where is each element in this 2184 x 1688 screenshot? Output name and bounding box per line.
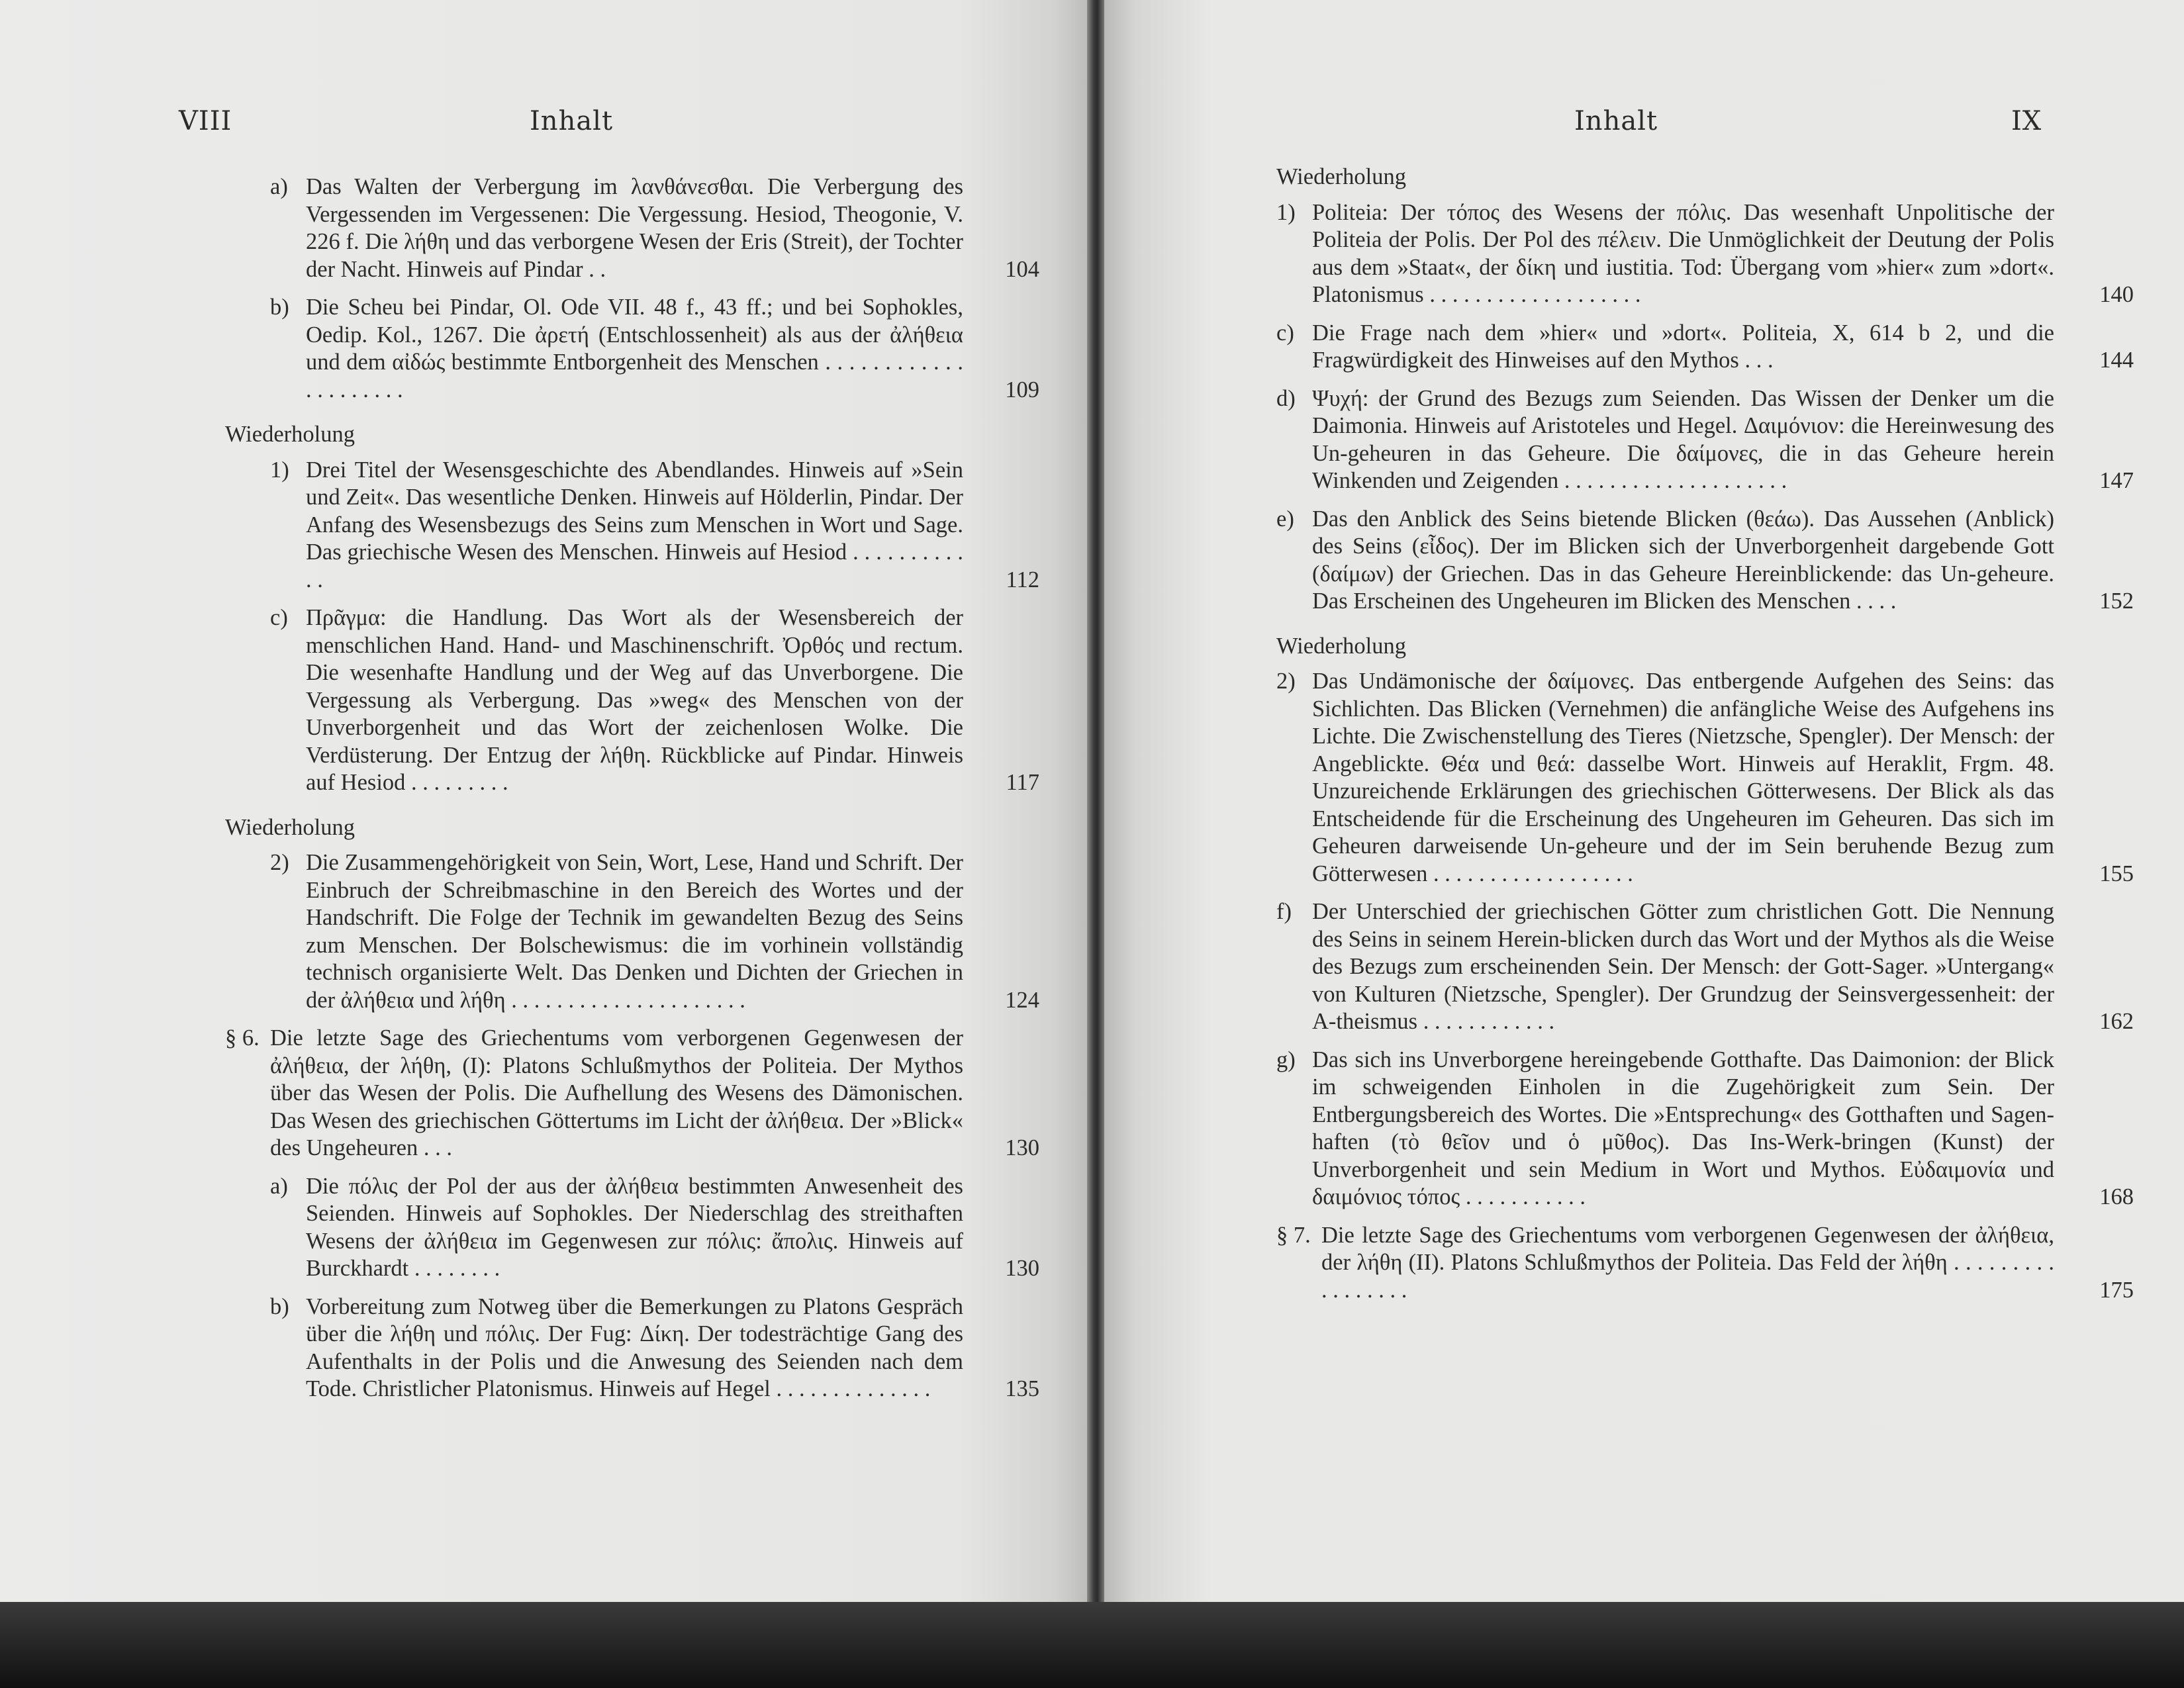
toc-entry-text: Politeia: Der τόπος des Wesens der πόλις. Das wesenhaft Unpolitische der Politeia der Polis. Der Pol des πέλειν. Die Unmöglichkeit der Deutung der Polis aus dem »Staat«, der δίκη und iustitia. Tod: Übergang vom »hier« zum »dort«. Platonismus . . . . . . . . . . . . . . . . . . . xyxy=(1312,199,2054,307)
toc-entry-text: Das sich ins Unverborgene hereingebende Gotthafte. Das Daimonion: der Blick im schweigenden Einholen in die Zugehörigkeit zum Sein. Der Entbergungsbereich des Wortes. Die »Entsprechung« des Gotthaften und Sagen-haften (τὸ θεῖον und ὁ μῦθος). Das Ins-Werk-bringen (Kunst) der Unverborgenheit und sein Medium in Wort und Mythos. Εὐδαιμονία und δαιμόνιος τόπος . . . . . . . . . . . xyxy=(1312,1047,2054,1209)
toc-entry-label: a) xyxy=(270,174,288,199)
left-page-number: VIII xyxy=(179,106,232,136)
toc-heading: Wiederholung xyxy=(225,814,355,840)
toc-entry xyxy=(270,457,1039,594)
toc-entry-text: Πρᾶγμα: die Handlung. Das Wort als der Wesensbereich der menschlichen Hand. Hand- und Maschinenschrift. Ὀρθός und rectum. Die wesenhafte Handlung und der Weg auf das Unverborgene. Die Vergessung als Verbergung. Das »weg« des Menschen von der Unverborgenheit und das Wort der zeichenlosen Wolke. Die Verdüsterung. Der Entzug der λήθη. Rückblicke auf Pindar. Hinweis auf Hesiod . . . . . . . . . xyxy=(306,605,963,795)
right-running-head: Inhalt xyxy=(1574,106,1658,136)
toc-entry-text: Die letzte Sage des Griechentums vom verborgenen Gegenwesen der ἀλήθεια, der λήθη, (I): Platons Schlußmythos der Politeia. Der Mythos über das Wesen der Polis. Die Aufhellung des Wesens des Dämonischen. Das Wesen des griechischen Göttertums im Licht der ἀλήθεια. Der »Blick« des Ungeheuren . . . xyxy=(270,1025,963,1160)
scan-shadow xyxy=(0,1602,2184,1688)
toc-entry-label: a) xyxy=(270,1173,288,1199)
toc-heading: Wiederholung xyxy=(1276,633,1406,659)
toc-entry-label: 1) xyxy=(1276,199,1296,225)
toc-page-number: 144 xyxy=(2099,348,2134,373)
toc-page-number: 109 xyxy=(1005,377,1039,402)
toc-page-number: 152 xyxy=(2099,588,2134,614)
toc-entry-text: Die πόλις der Pol der aus der ἀλήθεια bestimmten Anwesenheit des Seienden. Hinweis auf Sophokles. Der Niederschlag des streithaften Wesens der ἀλήθεια im Gegenwesen zur πόλις: ἄπολις. Hinweis auf Burckhardt . . . . . . . . xyxy=(306,1173,963,1281)
toc-heading: Wiederholung xyxy=(1276,164,1406,189)
toc-entry-text: Das Walten der Verbergung im λανθάνεσθαι. Die Verbergung des Vergessenden im Vergessenen: Die Vergessung. Hesiod, Theogonie, V. 226 f. Die λήθη und das verborgene Wesen der Eris (Streit), der Tochter der Nacht. Hinweis auf Pindar . . xyxy=(306,174,963,282)
toc-entry-label: b) xyxy=(270,1293,289,1319)
toc-entry-label: b) xyxy=(270,295,289,320)
toc-page-number: 117 xyxy=(1006,770,1039,795)
toc-entry-text: Drei Titel der Wesensgeschichte des Abendlandes. Hinweis auf »Sein und Zeit«. Das wesentliche Denken. Hinweis auf Hölderlin, Pindar. Der Anfang des Wesensbezugs des Seins zum Menschen in Wort und Sage. Das griechische Wesen des Menschen. Hinweis auf Hesiod . . . . . . . . . . . . xyxy=(306,457,963,592)
toc-entry xyxy=(1276,506,2134,616)
toc-entry xyxy=(270,294,1039,404)
toc-entry-text: Die letzte Sage des Griechentums vom verborgenen Gegenwesen der ἀλήθεια, der λήθη (II). Platons Schlußmythos der Politeia. Das Feld der λήθη . . . . . . . . . . . . . . . . . xyxy=(1321,1222,2054,1303)
toc-entry xyxy=(1276,1047,2134,1211)
toc-entry-label: c) xyxy=(1276,320,1294,346)
toc-entry-text: Das den Anblick des Seins bietende Blicken (θεάω). Das Aussehen (Anblick) des Seins (εἶδος). Der im Blicken sich der Unverborgenheit dargebende Gott (δαίμων) der Griechen. Das in das Geheure Hereinblickende: das Un-geheure. Das Erscheinen des Ungeheuren im Blicken des Menschen . . . . xyxy=(1312,506,2054,614)
left-toc xyxy=(225,173,1039,1414)
toc-page-number: 140 xyxy=(2099,282,2134,307)
toc-entry-text: Vorbereitung zum Notweg über die Bemerkungen zu Platons Gespräch über die λήθη und πόλις. Der Fug: Δίκη. Der todesträchtige Gang des Aufenthalts in der Polis und die Anwesung des Seienden nach dem Tode. Christlicher Platonismus. Hinweis auf Hegel . . . . . . . . . . . . . . xyxy=(306,1293,963,1401)
toc-heading: Wiederholung xyxy=(225,422,355,447)
toc-entry xyxy=(270,1173,1039,1283)
toc-page-number: 130 xyxy=(1005,1256,1039,1281)
toc-section xyxy=(225,1025,1039,1162)
toc-page-number: 135 xyxy=(1005,1376,1039,1401)
toc-entry-text: Die Scheu bei Pindar, Ol. Ode VII. 48 f., 43 ff.; und bei Sophokles, Oedip. Kol., 1267. Die ἀρετή (Entschlossenheit) als aus der ἀλήθεια und dem αἰδώς bestimmte Entborgenheit des Menschen . . . . . . . . . . . . . . . . . . . . . xyxy=(306,295,963,402)
toc-entry xyxy=(1276,385,2134,495)
book-gutter xyxy=(1087,0,1104,1615)
toc-page-number: 112 xyxy=(1006,567,1039,592)
toc-entry xyxy=(1276,668,2134,888)
toc-entry-text: Der Unterschied der griechischen Götter zum christlichen Gott. Die Nennung des Seins in seinem Herein-blicken durch das Wort und der Mythos als die Weise des Bezugs zum erscheinenden Sein. Der Mensch: der Gott-Sager. »Untergang« von Kulturen (Nietzsche, Spengler). Der Grundzug der Seinsvergessenheit: der A-theismus . . . . . . . . . . . . xyxy=(1312,899,2054,1034)
toc-page-number: 162 xyxy=(2099,1009,2134,1034)
toc-entry-label: 1) xyxy=(270,457,289,483)
toc-entry xyxy=(270,173,1039,283)
toc-entry-label: d) xyxy=(1276,385,1296,411)
toc-page-number: 147 xyxy=(2099,468,2134,493)
toc-page-number: 130 xyxy=(1005,1135,1039,1160)
toc-entry-text: Die Frage nach dem »hier« und »dort«. Politeia, X, 614 b 2, und die Fragwürdigkeit des Hinweises auf den Mythos . . . xyxy=(1312,320,2054,373)
toc-section xyxy=(1276,1222,2134,1305)
left-page xyxy=(0,0,1087,1602)
toc-entry-text: Das Undämonische der δαίμονες. Das entbergende Aufgehen des Seins: das Sichlichten. Das Blicken (Vernehmen) die anfängliche Weise des Aufgehens ins Lichte. Die Zwischenstellung des Tieres (Nietzsche, Spengler). Der Mensch: der Angeblickte. Θέα und θεά: dasselbe Wort. Hinweis auf Heraklit, Frgm. 48. Unzureichende Erklärungen des griechischen Götterwesens. Der Blick als das Entscheidende für die Erscheinung des Ungeheuren im Geheuren. Das sich im Geheuren darweisende Un-geheure und der im Sein beruhende Bezug zum Götterwesen . . . . . . . . . . . . . . . . . . xyxy=(1312,669,2054,886)
toc-entry xyxy=(270,604,1039,797)
toc-entry xyxy=(1276,898,2134,1036)
toc-entry-text: Ψυχή: der Grund des Bezugs zum Seienden. Das Wissen der Denker um die Daimonia. Hinweis auf Aristoteles und Hegel. Δαιμόνιον: die Hereinwesung des Un-geheuren in das Geheure. Die δαίμονες, die in das Geheure herein Winkenden und Zeigenden . . . . . . . . . . . . . . . . . . . . xyxy=(1312,385,2054,493)
left-running-head: Inhalt xyxy=(530,106,614,136)
toc-entry-label: c) xyxy=(270,605,288,630)
toc-entry-label: § 6. xyxy=(225,1025,260,1051)
right-page xyxy=(1104,0,2184,1615)
toc-entry xyxy=(1276,199,2134,309)
toc-entry-label: § 7. xyxy=(1276,1222,1311,1248)
toc-entry xyxy=(270,849,1039,1014)
right-toc xyxy=(1276,164,2134,1315)
toc-page-number: 104 xyxy=(1005,256,1039,282)
toc-entry-label: e) xyxy=(1276,506,1294,532)
toc-page-number: 124 xyxy=(1005,987,1039,1013)
toc-page-number: 175 xyxy=(2099,1277,2134,1303)
toc-entry-label: 2) xyxy=(1276,669,1296,694)
toc-page-number: 168 xyxy=(2099,1184,2134,1209)
toc-entry-label: 2) xyxy=(270,850,289,875)
toc-entry xyxy=(1276,320,2134,375)
toc-entry-label: f) xyxy=(1276,899,1292,924)
toc-entry-label: g) xyxy=(1276,1047,1296,1072)
toc-page-number: 155 xyxy=(2099,861,2134,886)
toc-entry xyxy=(270,1293,1039,1403)
right-page-number: IX xyxy=(2011,106,2042,136)
toc-entry-text: Die Zusammengehörigkeit von Sein, Wort, Lese, Hand und Schrift. Der Einbruch der Schreibmaschine in den Bereich des Wortes und der Handschrift. Die Folge der Technik im gewandelten Bezug des Seins zum Menschen. Der Bolschewismus: die im vorhinein vollständig technisch organisierte Welt. Das Denken und Dichten der Griechen in der ἀλήθεια und λήθη . . . . . . . . . . . . . . . . . . . . . xyxy=(306,850,963,1013)
